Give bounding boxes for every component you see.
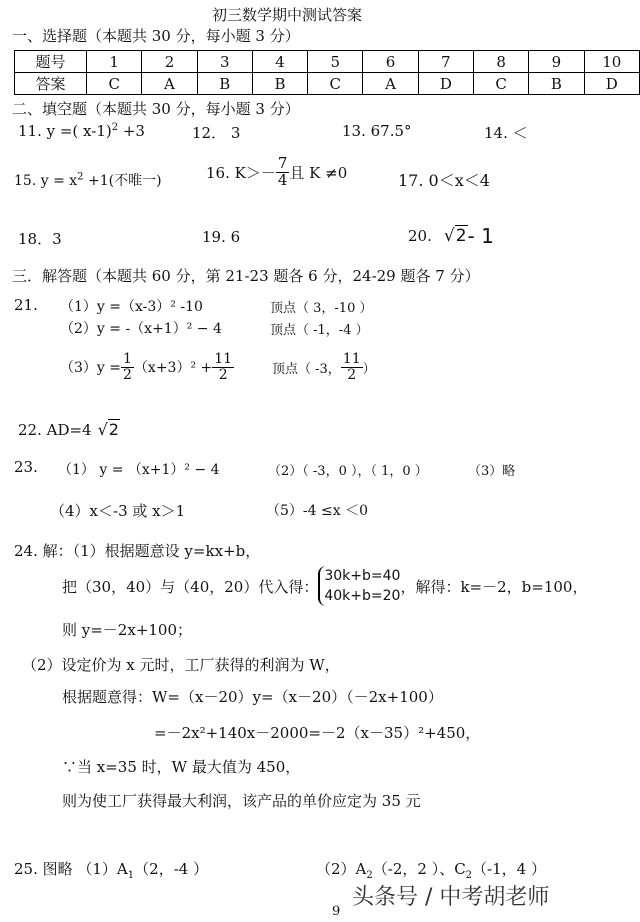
table-cell: 8 bbox=[473, 51, 528, 73]
table-cell: C bbox=[87, 73, 142, 95]
answer-21-2: （2）y = -（x+1）² − 4 bbox=[60, 321, 222, 337]
answer-21-2-vertex: 顶点（ -1，-4 ） bbox=[270, 323, 369, 338]
table-row bbox=[15, 51, 640, 73]
sqrt-symbol: √2 bbox=[443, 226, 467, 246]
fraction bbox=[276, 156, 290, 189]
answer-21-3-mid: （x+3）² + bbox=[133, 360, 213, 377]
answer-23-4: （4）x＜-3 或 x＞1 bbox=[50, 502, 186, 520]
fraction bbox=[341, 352, 363, 382]
fraction-numerator: 1 bbox=[123, 351, 132, 367]
answer-22-text: 22. AD=4 bbox=[18, 420, 92, 439]
equation-1: 30k+b=40 bbox=[324, 568, 401, 584]
answer-20-rest: - 1 bbox=[467, 224, 494, 248]
answer-21-1: （1）y =（x-3）² -10 bbox=[60, 299, 203, 315]
table-cell: B bbox=[197, 73, 252, 95]
answer-12: 12． 3 bbox=[192, 124, 241, 142]
answer-22 bbox=[18, 420, 120, 439]
table-cell: 1 bbox=[87, 51, 142, 73]
answer-23-3: （3）略 bbox=[468, 464, 516, 479]
fraction-numerator: 7 bbox=[277, 154, 288, 172]
answer-14: 14. ＜ bbox=[484, 124, 528, 142]
answer-18: 18．3 bbox=[18, 230, 62, 248]
table-cell: 10 bbox=[584, 51, 639, 73]
question-21-label: 21. bbox=[14, 296, 38, 314]
subscript: 2 bbox=[465, 870, 473, 881]
table-cell: C bbox=[308, 73, 363, 95]
table-cell: 3 bbox=[197, 51, 252, 73]
table-cell: D bbox=[418, 73, 473, 95]
answer-24-solution: ，解得：k=－2，b=100， bbox=[400, 577, 588, 596]
answer-24-line2 bbox=[62, 566, 587, 606]
answer-25-2-coords: （-2，2 ）、C bbox=[372, 860, 466, 878]
answer-21-3-vertex bbox=[272, 352, 376, 382]
sqrt-radicand: 2 bbox=[108, 420, 119, 439]
table-cell: 9 bbox=[529, 51, 584, 73]
equation-2: 40k+b=20 bbox=[324, 588, 401, 604]
answer-11-exp: 2 bbox=[111, 122, 119, 133]
answer-19: 19. 6 bbox=[202, 228, 241, 246]
answer-15 bbox=[14, 170, 162, 190]
answer-20 bbox=[408, 224, 494, 248]
answer-24-substitute: 把（30，40）与（40，20）代入得： bbox=[62, 577, 319, 596]
watermark-text: 头条号 / 中考胡老师 bbox=[352, 885, 550, 910]
row-header-number: 题号 bbox=[15, 51, 87, 73]
answer-24-line7: ∵当 x=35 时，W 最大值为 450， bbox=[62, 758, 301, 776]
fraction-denominator: 4 bbox=[277, 170, 288, 189]
fraction bbox=[212, 352, 234, 382]
answer-25-1 bbox=[14, 858, 208, 881]
row-header-answer: 答案 bbox=[15, 73, 87, 95]
table-cell: B bbox=[529, 73, 584, 95]
answer-11-text: 11. y =( x-1) bbox=[18, 122, 112, 140]
answer-15-rest: +1(不唯一) bbox=[83, 173, 162, 189]
table-cell: 7 bbox=[418, 51, 473, 73]
sqrt-symbol: √2 bbox=[97, 420, 119, 439]
answer-15-exp: 2 bbox=[77, 171, 84, 183]
fraction bbox=[121, 352, 134, 382]
fraction-denominator: 2 bbox=[218, 366, 228, 383]
answer-25-2-coords-c: （-1，4 ） bbox=[472, 860, 546, 878]
table-cell: C bbox=[473, 73, 528, 95]
answer-24-line6: =－2x²+140x－2000=－2（x－35）²+450， bbox=[154, 724, 481, 742]
answer-23-5: （5）-4 ≤x ＜0 bbox=[266, 503, 368, 519]
table-cell: 2 bbox=[142, 51, 197, 73]
section2-heading: 二、填空题（本题共 30 分，每小题 3 分） bbox=[12, 100, 300, 118]
table-cell: 5 bbox=[308, 51, 363, 73]
answer-23-2: （2）（ -3，0 ），（ 1，0 ） bbox=[268, 464, 428, 479]
answer-20-label: 20. bbox=[408, 227, 432, 245]
table-cell: D bbox=[584, 73, 639, 95]
answer-15-text: 15. y = x bbox=[14, 173, 78, 189]
answer-16-rest: 且 K ≠0 bbox=[289, 163, 348, 182]
fraction-numerator: 11 bbox=[214, 351, 233, 367]
answer-21-1-vertex: 顶点（ 3，-10 ） bbox=[270, 301, 373, 316]
answer-21-3 bbox=[60, 352, 234, 382]
answer-25-2-text: （2）A bbox=[316, 860, 367, 878]
answer-13: 13. 67.5° bbox=[342, 122, 412, 140]
section1-heading: 一、选择题（本题共 30 分，每小题 3 分） bbox=[12, 27, 300, 45]
page-number: 9 bbox=[332, 904, 341, 919]
table-row bbox=[15, 73, 640, 95]
section3-heading: 三．解答题（本题共 60 分，第 21-23 题各 6 分，24-29 题各 7 分） bbox=[12, 267, 480, 285]
sqrt-radicand: 2 bbox=[455, 226, 467, 246]
page-title: 初三数学期中测试答案 bbox=[212, 6, 363, 24]
answer-16 bbox=[206, 156, 347, 189]
table-cell: 4 bbox=[252, 51, 307, 73]
question-23-label: 23. bbox=[14, 458, 38, 476]
answer-table bbox=[14, 50, 640, 95]
fraction-denominator: 2 bbox=[347, 366, 357, 383]
table-cell: B bbox=[252, 73, 307, 95]
table-cell: A bbox=[142, 73, 197, 95]
subscript: 1 bbox=[127, 870, 135, 881]
answer-25-1-text: 25. 图略 （1）A bbox=[14, 860, 128, 878]
subscript: 2 bbox=[366, 870, 373, 881]
fraction-denominator: 2 bbox=[123, 366, 132, 383]
table-cell: 6 bbox=[363, 51, 418, 73]
answer-24-line4: （2）设定价为 x 元时，工厂获得的利润为 W， bbox=[22, 656, 340, 674]
vertex-text: 顶点（ -3， bbox=[272, 361, 341, 377]
fraction-numerator: 11 bbox=[342, 351, 361, 367]
answer-25-2 bbox=[316, 858, 546, 881]
answer-23-1: （1） y = （x+1）² − 4 bbox=[58, 462, 220, 478]
answer-21-3-text: （3）y = bbox=[60, 360, 121, 377]
vertex-close: ） bbox=[362, 361, 376, 377]
answer-24-line1: 24. 解：（1）根据题意设 y=kx+b， bbox=[14, 542, 261, 560]
equation-system bbox=[318, 566, 400, 606]
answer-11-rest: +3 bbox=[118, 122, 145, 140]
answer-24-line5: 根据题意得：W=（x－20）y=（x－20）（－2x+100） bbox=[62, 688, 443, 706]
answer-25-1-coords: （2，-4 ） bbox=[134, 860, 209, 878]
answer-24-line3: 则 y=－2x+100； bbox=[62, 621, 193, 639]
table-cell: A bbox=[363, 73, 418, 95]
answer-17: 17. 0＜x＜4 bbox=[398, 171, 490, 190]
answer-11 bbox=[18, 122, 145, 140]
answer-24-line8: 则为使工厂获得最大利润，该产品的单价应定为 35 元 bbox=[62, 792, 421, 810]
answer-16-text: 16. K＞－ bbox=[206, 163, 276, 182]
